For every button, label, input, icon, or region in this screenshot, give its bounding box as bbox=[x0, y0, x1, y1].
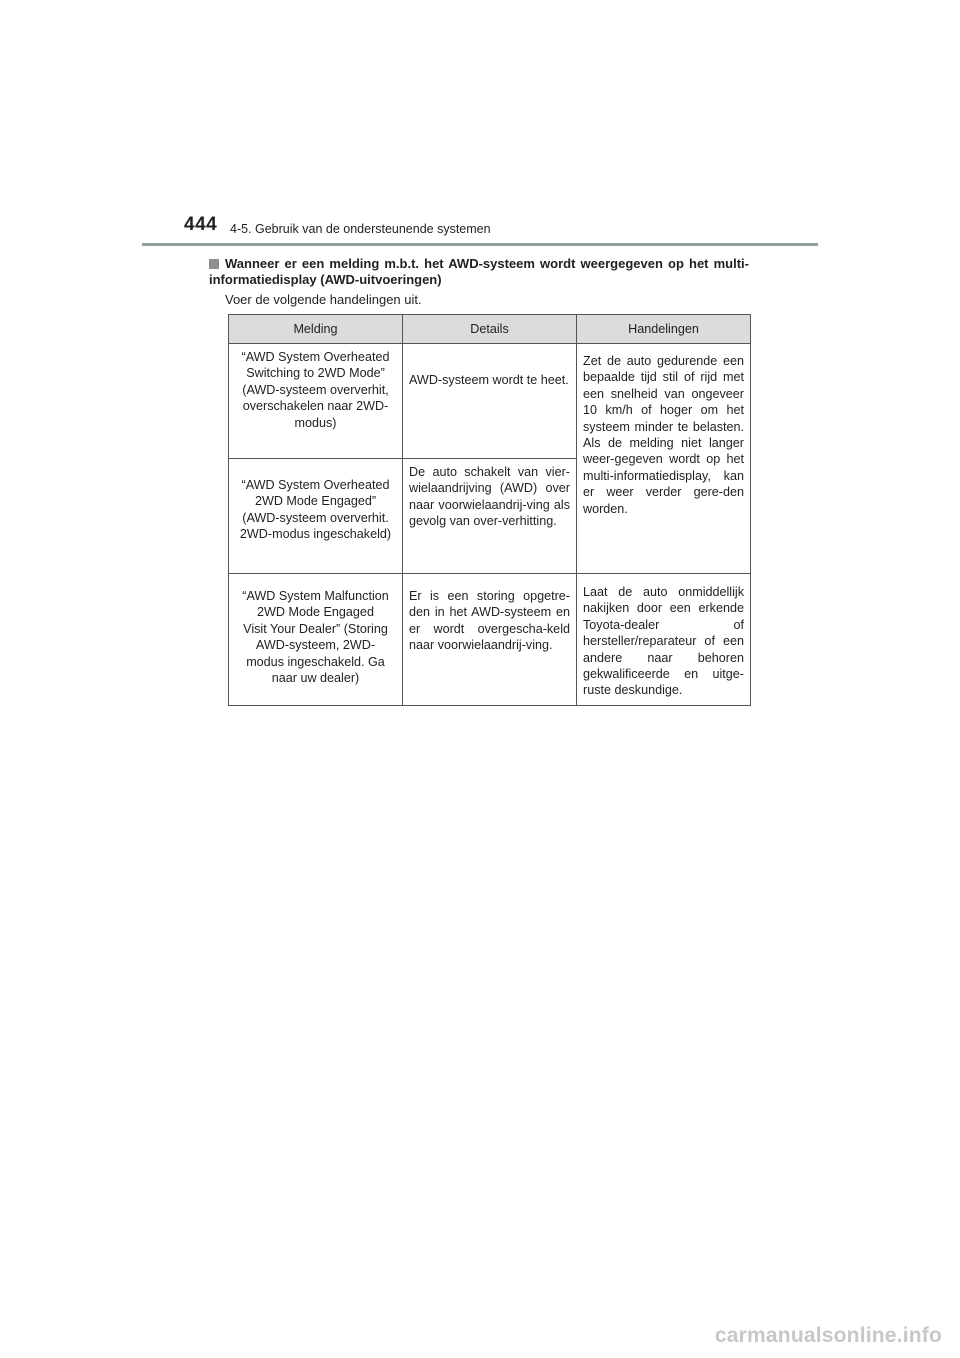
melding-line: “AWD System Overheated bbox=[241, 478, 390, 492]
awd-message-table bbox=[228, 314, 751, 706]
table-row bbox=[229, 344, 751, 459]
section-heading-text: Wanneer er een melding m.b.t. het AWD-systeem wordt weergegeven op het multi-informatiedisplay (AWD-uitvoeringen) bbox=[209, 256, 749, 287]
table-header-row bbox=[229, 315, 751, 344]
melding-line: (AWD-systeem oververhit, bbox=[242, 382, 389, 397]
melding-line: AWD-systeem, 2WD- bbox=[255, 638, 376, 653]
column-header-details: Details bbox=[403, 315, 577, 344]
melding-line: 2WD Mode Engaged bbox=[257, 605, 374, 620]
page-number: 444 bbox=[184, 214, 218, 235]
melding-line: “AWD System Overheated bbox=[241, 350, 390, 364]
intro-text: Voer de volgende handelingen uit. bbox=[225, 292, 422, 307]
melding-cell bbox=[229, 459, 403, 574]
melding-cell bbox=[229, 574, 403, 706]
melding-line: (AWD-systeem oververhit. bbox=[242, 510, 389, 525]
table-row bbox=[229, 574, 751, 706]
melding-line: “AWD System Malfunction bbox=[242, 589, 389, 603]
melding-line: modus ingeschakeld. Ga bbox=[246, 654, 385, 669]
melding-line: overschakelen naar 2WD- bbox=[242, 399, 389, 414]
header-rule bbox=[142, 243, 818, 246]
handelingen-cell: Zet de auto gedurende een bepaalde tijd stil of rijd met een snelheid van ongeveer 10 km/h of hoger om het systeem minder te belasten. Als de melding niet langer weer-gegeven wordt op het multi-informatiedisplay, kan er weer verder gere-den worden. bbox=[577, 344, 751, 574]
melding-line: modus) bbox=[294, 415, 337, 430]
melding-line: Switching to 2WD Mode” bbox=[246, 366, 385, 381]
details-cell: Er is een storing opgetre-den in het AWD-systeem en er wordt overgescha-keld naar voorwielaandrij-ving. bbox=[403, 574, 577, 706]
handelingen-cell: Laat de auto onmiddellijk nakijken door een erkende Toyota-dealer of hersteller/reparateur of een andere naar behoren gekwalificeerde en uitge-ruste deskundige. bbox=[577, 574, 751, 706]
column-header-handelingen: Handelingen bbox=[577, 315, 751, 344]
section-heading bbox=[209, 256, 749, 288]
column-header-melding: Melding bbox=[229, 315, 403, 344]
melding-cell bbox=[229, 344, 403, 459]
melding-line: 2WD Mode Engaged” bbox=[254, 494, 377, 509]
melding-line: 2WD-modus ingeschakeld) bbox=[239, 527, 392, 542]
watermark: carmanualsonline.info bbox=[714, 1324, 942, 1347]
details-cell: AWD-systeem wordt te heet. bbox=[403, 344, 577, 459]
section-title: 4-5. Gebruik van de ondersteunende systemen bbox=[230, 222, 491, 236]
details-cell: De auto schakelt van vier-wielaandrijving (AWD) over naar voorwielaandrij-ving als gevolg van over-verhitting. bbox=[403, 459, 577, 574]
melding-line: Visit Your Dealer” (Storing bbox=[243, 621, 388, 636]
melding-line: naar uw dealer) bbox=[271, 671, 360, 686]
